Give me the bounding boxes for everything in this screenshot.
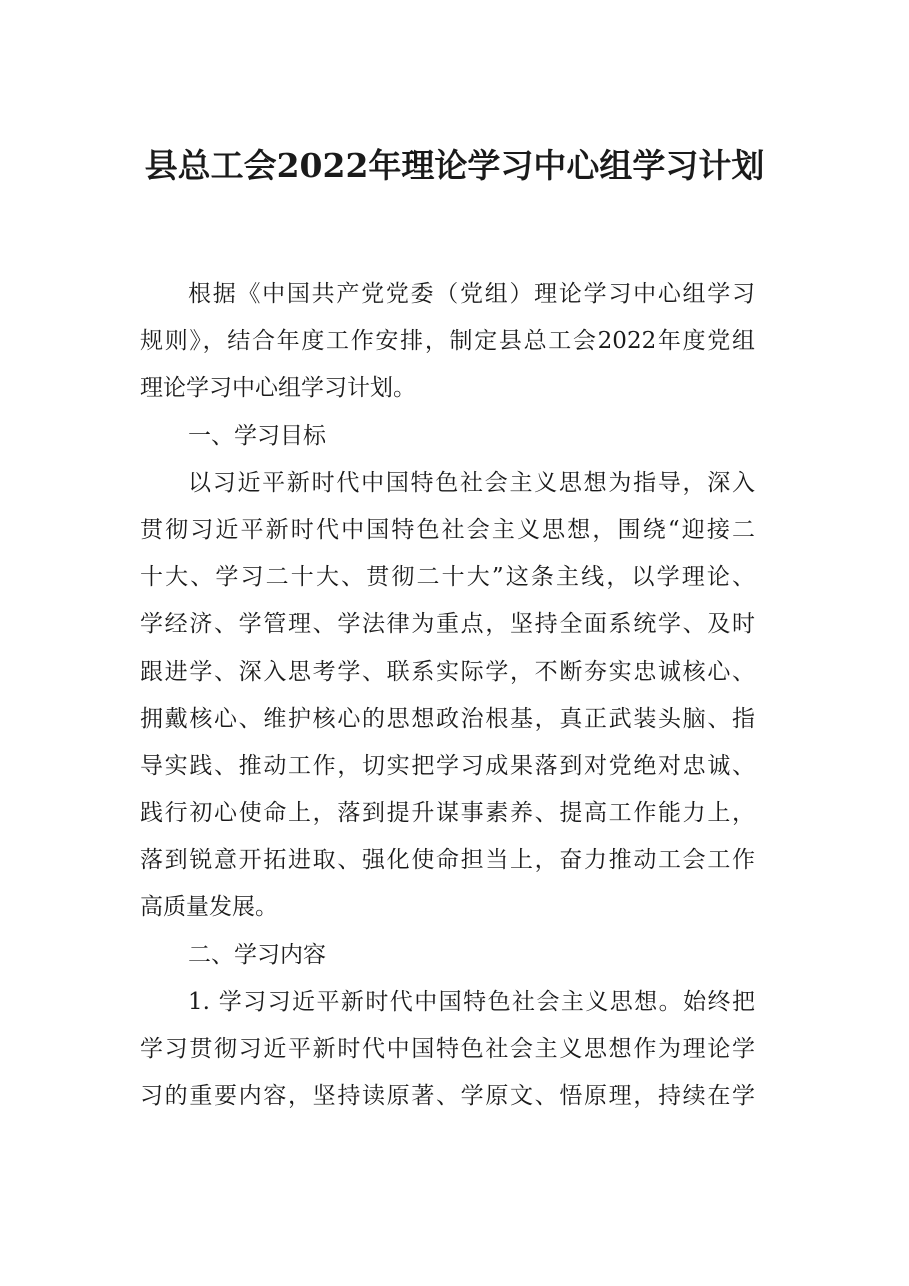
paragraph-line: 理论学习中心组学习计划。 <box>140 375 416 402</box>
paragraph-line: 高质量发展。 <box>140 894 278 921</box>
paragraph-line: 习的重要内容，坚持读原著、学原文、悟原理，持续在学 <box>140 1083 755 1110</box>
paragraph-line: 学经济、学管理、学法律为重点，坚持全面系统学、及时 <box>140 611 755 638</box>
paragraph-line: 导实践、推动工作，切实把学习成果落到对党绝对忠诚、 <box>140 752 755 779</box>
paragraph-line: 一、学习目标 <box>188 422 326 449</box>
paragraph-line: 落到锐意开拓进取、强化使命担当上，奋力推动工会工作 <box>140 847 755 874</box>
paragraph-line: 二、学习内容 <box>188 941 326 968</box>
document-title: 县总工会2022年理论学习中心组学习计划 <box>144 146 765 185</box>
paragraph-line: 1. 学习习近平新时代中国特色社会主义思想。始终把 <box>188 988 755 1015</box>
paragraph-line: 贯彻习近平新时代中国特色社会主义思想，围绕“迎接二 <box>140 516 755 543</box>
paragraph-line: 根据《中国共产党党委（党组）理论学习中心组学习 <box>188 281 755 307</box>
paragraph-line: 学习贯彻习近平新时代中国特色社会主义思想作为理论学 <box>140 1036 755 1062</box>
paragraph-line: 拥戴核心、维护核心的思想政治根基，真正武装头脑、指 <box>140 705 755 732</box>
paragraph-line: 践行初心使命上，落到提升谋事素养、提高工作能力上， <box>140 800 755 827</box>
paragraph-line: 跟进学、深入思考学、联系实际学，不断夯实忠诚核心、 <box>140 658 755 685</box>
paragraph-line: 十大、学习二十大、贯彻二十大”这条主线，以学理论、 <box>140 564 755 591</box>
paragraph-line: 规则》，结合年度工作安排，制定县总工会2022年度党组 <box>140 328 755 355</box>
paragraph-line: 以习近平新时代中国特色社会主义思想为指导，深入 <box>188 469 755 496</box>
document-body <box>140 271 755 1120</box>
